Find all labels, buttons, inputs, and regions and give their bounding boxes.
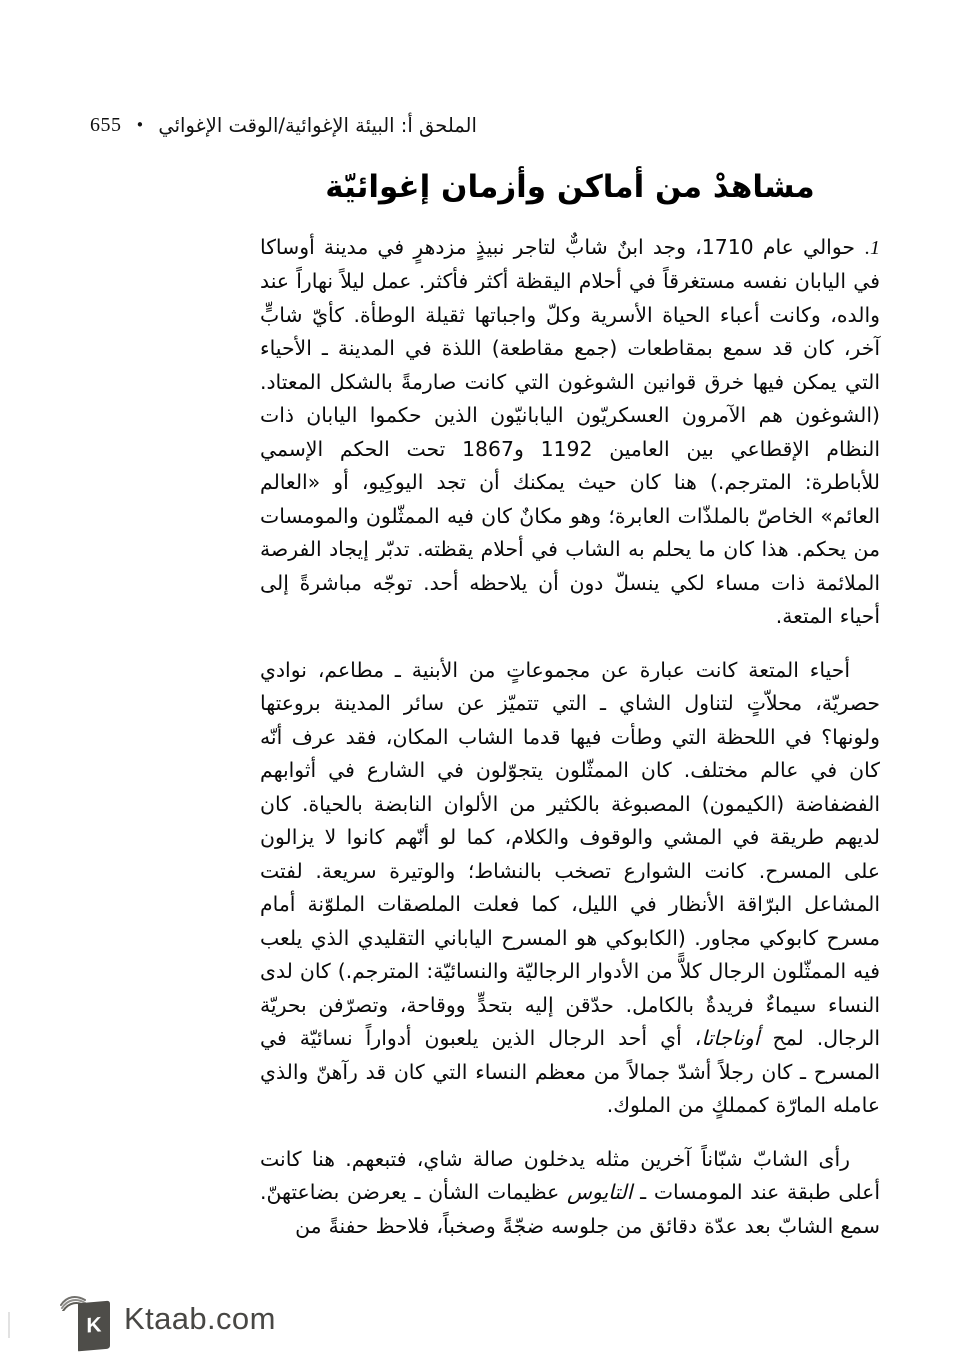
paragraph-3-italic-term: التايوس — [567, 1180, 633, 1205]
margin-tick-mark — [8, 1312, 10, 1338]
running-header — [90, 108, 510, 142]
running-header-title: الملحق أ: البيئة الإغوائية/الوقت الإغوائي — [158, 113, 477, 137]
paragraph-3-text-a: رأى الشابّ شبّاناً آخرين مثله يدخلون صالة شاي، فتبعهم. هنا كانت أعلى طبقة عند المومسات ـ — [260, 1146, 880, 1205]
paragraph-3 — [260, 1143, 880, 1244]
book-logo-icon — [60, 1286, 114, 1352]
page-folio-number: 655 — [90, 113, 122, 136]
site-watermark — [60, 1286, 276, 1352]
paragraph-2-italic-term: أوناجاتا — [701, 1026, 760, 1051]
watermark-brand-text: Ktaab.com — [124, 1301, 276, 1336]
paragraph-1 — [260, 231, 880, 634]
paragraph-3-text-b: عظيمات الشأن ـ يعرضن بضاعتهنّ. سمع الشابّ بعد عدّة دقائق من جلوسه ضجّةً وصخباً، فلاحظ حفنةً من — [260, 1180, 880, 1238]
text-column — [260, 168, 880, 1245]
paragraph-2-text-a: أحياء المتعة كانت عبارة عن مجموعاتٍ من الأبنية ـ مطاعم، نوادي حصريّة، محلاّتٍ لتناول الشاي ـ التي تتميّز عن سائر المدينة بروعتها ولونها؟ في اللحظة التي وطأت فيها قدما الشاب المكان، فقد عرف أنّه كان في عالم مختلف. كان الممثّلون يتجوّلون في الشارع في أثوابهم الفضفاضة (الكيمون) المصبوغة بالكثير من الألوان النابضة بالحياة. كان لديهم طريقة في المشي والوقوف والكلام، كما لو أنّهم كانوا لا يزالون على المسرح. كانت الشوارع تصخب بالنشاط؛ والوتيرة سريعة. لفتت المشاعل البرّاقة الأنظار في الليل، كما فعلت الملصقات الملوّنة أمام مسرح كابوكي مجاور. (الكابوكي هو المسرح الياباني التقليدي الذي يلعب فيه الممثّلون الرجال كلاًّ من الأدوار الرجاليّة والنسائيّة: المترجم.) كان لدى النساء سيماءٌ فريدةٌ بالكامل. حدّقن إليه بتحدٍّ ووقاحة، وتصرّفن بحريّة الرجال. لمح — [260, 657, 880, 1051]
chapter-title: مشاهدْ من أماكن وأزمان إغوائيّة — [325, 169, 815, 205]
bullet-separator-icon: • — [135, 115, 145, 134]
paragraph-2-text-b: ، أي أحد الرجال الذين يلعبون أدواراً نسائيّة في المسرح ـ كان رجلاً أشدّ جمالاً من معظم النساء التي كان قد رآهنّ والذي عامله المارّة كمملكٍ من الملوك. — [260, 1026, 880, 1118]
paragraph-number: 1. — [865, 236, 880, 259]
paragraph-1-text: حوالي عام 1710، وجد ابنٌ شابٌّ لتاجر نبيذٍ مزدهرٍ في مدينة أوساكا في اليابان نفسه مستغرقاً في أحلام اليقظة أكثر فأكثر. عمل ليلاً نهاراً عند والده، وكانت أعباء الحياة الأسرية وكلّ واجباتها ثقيلة الوطأة. كأيّ شابٍّ آخر، كان قد سمع بمقاطعات (جمع مقاطعة) اللذة في المدينة ـ الأحياء التي يمكن فيها خرق قوانين الشوغون التي كانت صارمةً بالشكل المعتاد. (الشوغون هم الآمرون العسكريّون اليابانيّون الذين حكموا اليابان ذات النظام الإقطاعي بين العامين 1192 و1867 تحت الحكم الإسمي للأباطرة: المترجم.) هنا كان حيث يمكنك أن تجد اليوكِيو، أو «العالم العائم» الخاصّ بالملذّات العابرة؛ وهو مكانٌ كان فيه الممثّلون والمومسات من يحكم. هذا كان ما يحلم به الشاب في أحلام يقظته. تدبّر إيجاد الفرصة الملائمة ذات مساء لكي ينسلّ دون أن يلاحظه أحد. توجّه مباشرةً إلى أحياء المتعة. — [260, 234, 880, 629]
book-logo-letter: K — [86, 1313, 102, 1338]
paragraph-2 — [260, 654, 880, 1123]
